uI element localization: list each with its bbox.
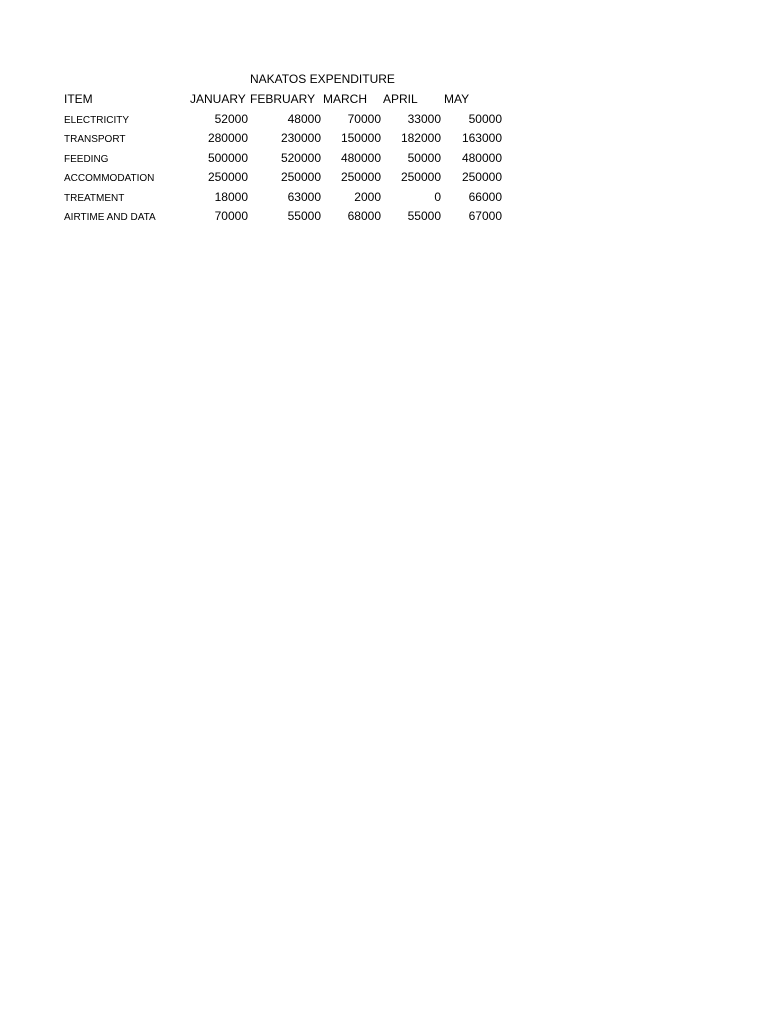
cell-april: 33000 — [407, 111, 441, 126]
cell-january: 18000 — [214, 189, 248, 204]
cell-april: 50000 — [407, 150, 441, 165]
cell-may: 66000 — [468, 189, 502, 204]
row-label: TREATMENT — [64, 192, 125, 204]
table-row — [64, 149, 524, 169]
cell-february: 250000 — [280, 170, 321, 184]
cell-february: 63000 — [287, 189, 321, 204]
cell-may: 480000 — [461, 150, 502, 165]
row-label: AIRTIME AND DATA — [64, 212, 156, 223]
row-label: ELECTRICITY — [64, 114, 130, 126]
cell-march: 68000 — [347, 209, 381, 223]
table-row — [64, 110, 524, 130]
cell-january: 52000 — [214, 111, 248, 126]
cell-march: 70000 — [347, 111, 381, 126]
header-april: APRIL — [383, 92, 418, 106]
expenditure-table — [64, 90, 524, 227]
header-row — [64, 90, 524, 110]
cell-february: 230000 — [280, 131, 321, 145]
header-item: ITEM — [64, 92, 93, 106]
cell-may: 67000 — [468, 209, 502, 223]
cell-april: 250000 — [400, 170, 441, 184]
table-row — [64, 129, 524, 149]
cell-april: 182000 — [400, 131, 441, 145]
header-march: MARCH — [323, 92, 367, 106]
table-title: NAKATOS EXPENDITURE — [250, 72, 395, 86]
row-label: ACCOMMODATION — [64, 173, 155, 184]
cell-march: 2000 — [354, 189, 381, 204]
cell-january: 250000 — [207, 170, 248, 184]
cell-january: 500000 — [207, 150, 248, 165]
header-january: JANUARY — [190, 92, 246, 106]
table-row — [64, 168, 524, 188]
header-february: FEBRUARY — [250, 92, 316, 106]
row-label: FEEDING — [64, 153, 109, 165]
cell-march: 150000 — [340, 131, 381, 145]
table-row — [64, 188, 524, 208]
cell-february: 55000 — [287, 209, 321, 223]
cell-february: 520000 — [280, 150, 321, 165]
cell-february: 48000 — [287, 111, 321, 126]
cell-may: 50000 — [468, 111, 502, 126]
cell-january: 280000 — [207, 131, 248, 145]
header-may: MAY — [444, 92, 470, 106]
cell-may: 250000 — [461, 170, 502, 184]
cell-april: 0 — [434, 189, 441, 204]
cell-april: 55000 — [407, 209, 441, 223]
row-label: TRANSPORT — [64, 134, 126, 145]
cell-january: 70000 — [214, 209, 248, 223]
cell-may: 163000 — [461, 131, 502, 145]
table-row — [64, 207, 524, 227]
cell-march: 250000 — [340, 170, 381, 184]
cell-march: 480000 — [340, 150, 381, 165]
